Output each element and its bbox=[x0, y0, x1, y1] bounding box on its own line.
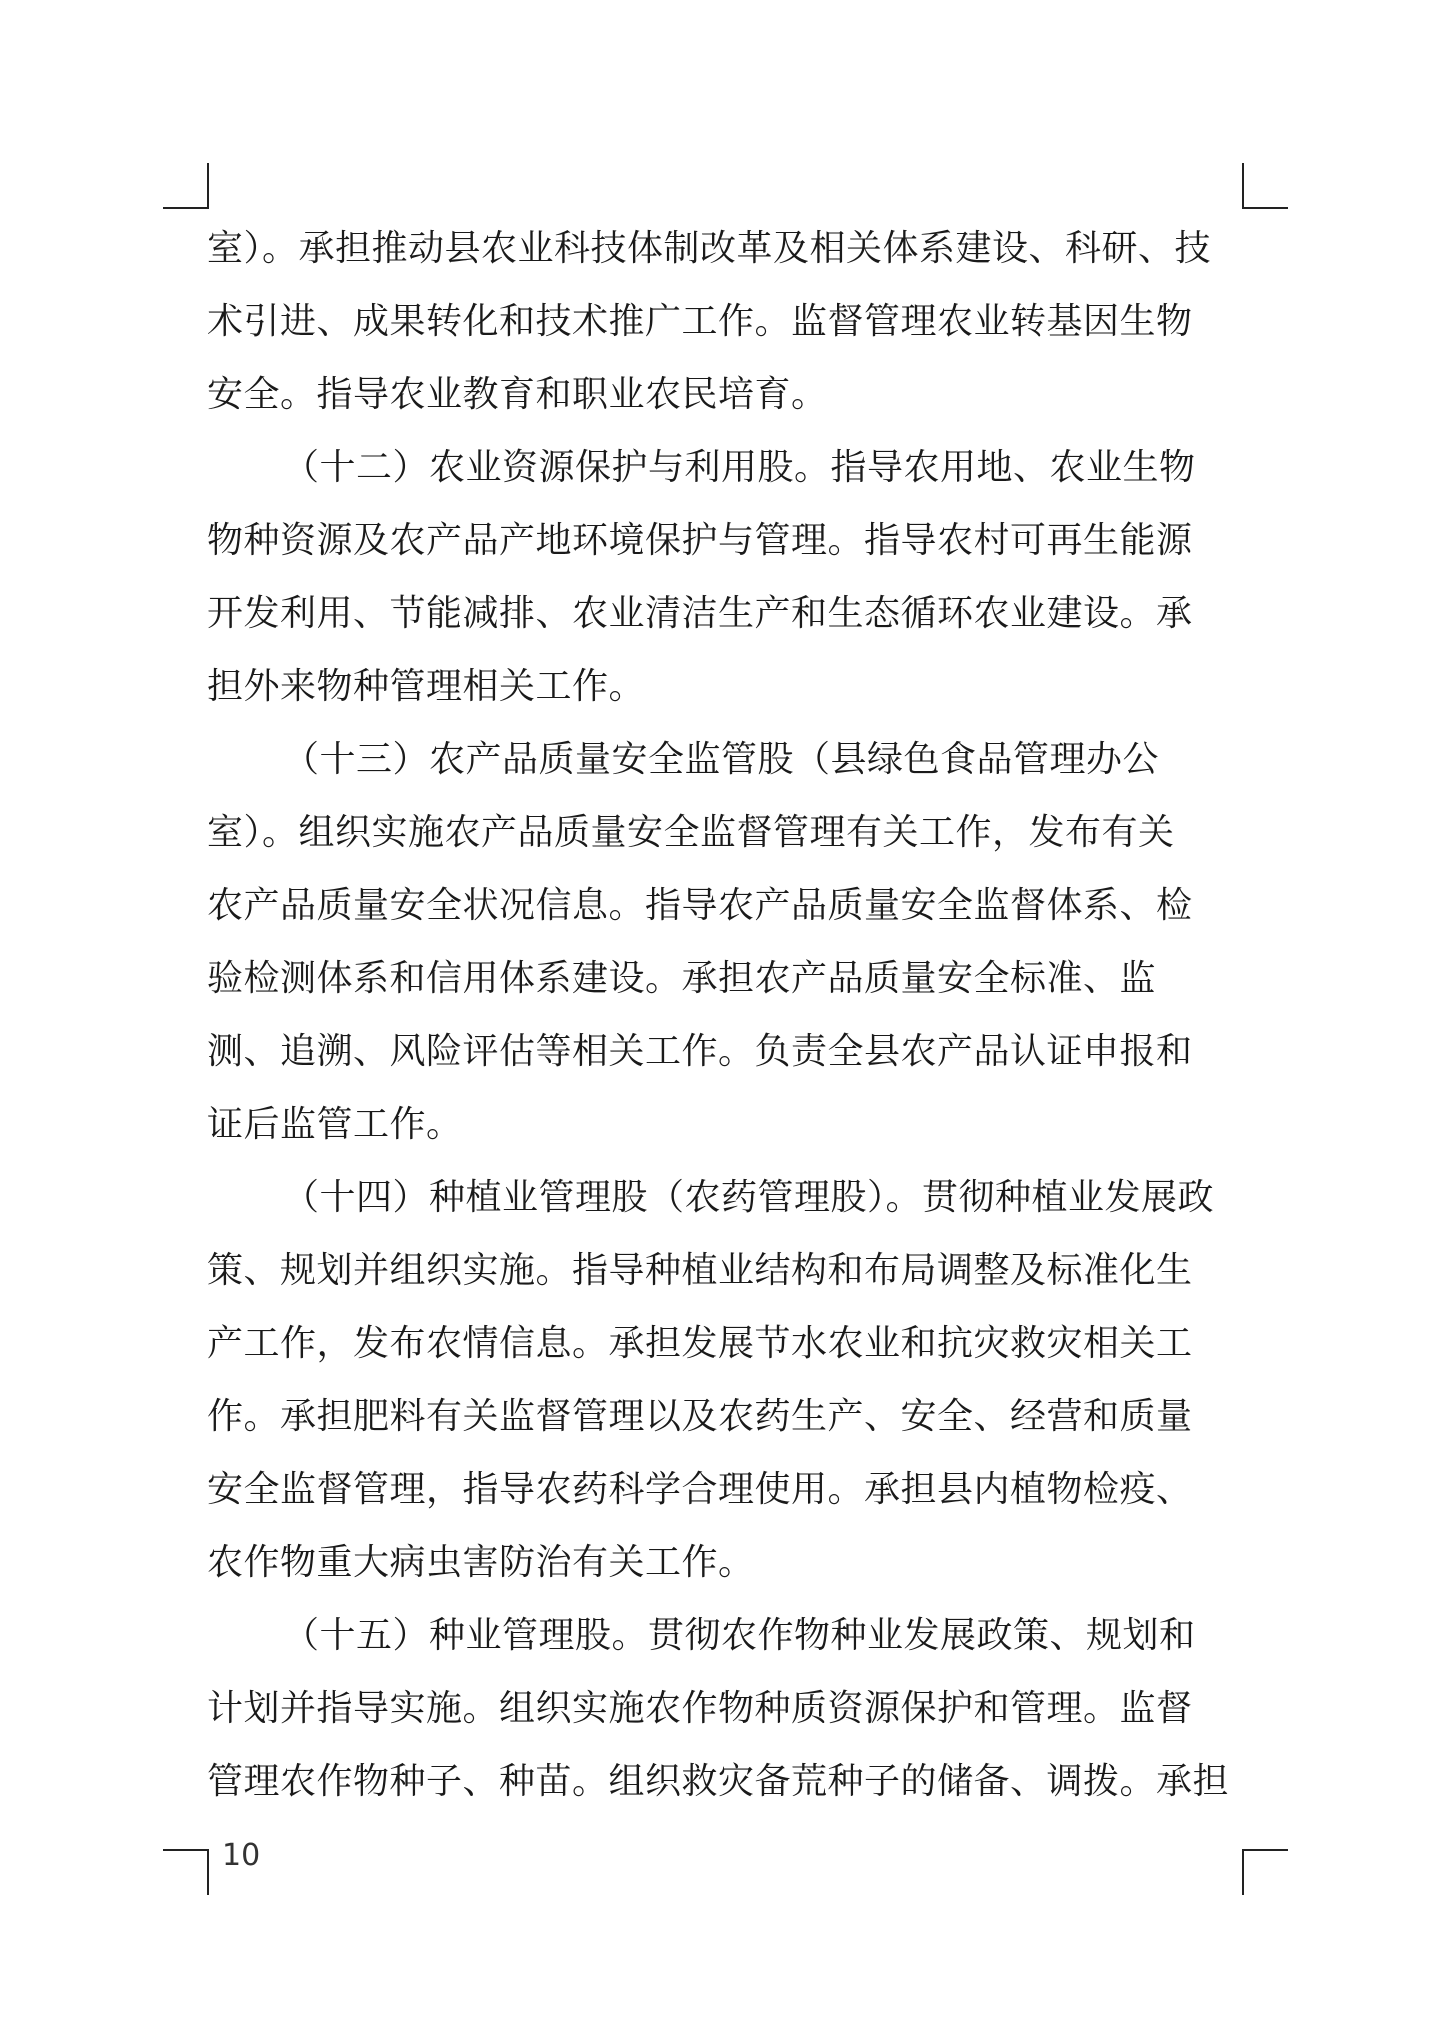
text-line: 农作物重大病虫害防治有关工作。 bbox=[207, 1542, 755, 1583]
text-line: 物种资源及农产品产地环境保护与管理。指导农村可再生能源 bbox=[207, 520, 1193, 561]
text-line: 策、规划并组织实施。指导种植业结构和布局调整及标准化生 bbox=[207, 1250, 1193, 1291]
text-line: （十二）农业资源保护与利用股。指导农用地、农业生物 bbox=[283, 447, 1196, 488]
text-line: 验检测体系和信用体系建设。承担农产品质量安全标准、监 bbox=[207, 958, 1157, 999]
text-line: 术引进、成果转化和技术推广工作。监督管理农业转基因生物 bbox=[207, 301, 1193, 342]
text-line: 计划并指导实施。组织实施农作物种质资源保护和管理。监督 bbox=[207, 1688, 1193, 1729]
text-line: 室）。组织实施农产品质量安全监督管理有关工作，发布有关 bbox=[207, 812, 1175, 853]
text-line: 证后监管工作。 bbox=[207, 1104, 463, 1145]
text-line: 开发利用、节能减排、农业清洁生产和生态循环农业建设。承 bbox=[207, 593, 1193, 634]
text-line: 安全监督管理，指导农药科学合理使用。承担县内植物检疫、 bbox=[207, 1469, 1193, 1510]
text-line: 测、追溯、风险评估等相关工作。负责全县农产品认证申报和 bbox=[207, 1031, 1193, 1072]
text-line: 室）。承担推动县农业科技体制改革及相关体系建设、科研、技 bbox=[207, 228, 1212, 269]
crop-mark-bottom-left bbox=[163, 1849, 209, 1895]
text-line: （十三）农产品质量安全监管股（县绿色食品管理办公 bbox=[283, 739, 1160, 780]
crop-mark-bottom-right bbox=[1242, 1849, 1288, 1895]
text-line: 作。承担肥料有关监督管理以及农药生产、安全、经营和质量 bbox=[207, 1396, 1193, 1437]
text-line: （十四）种植业管理股（农药管理股）。贯彻种植业发展政 bbox=[283, 1177, 1215, 1218]
body-text bbox=[207, 212, 1247, 1818]
text-line: 农产品质量安全状况信息。指导农产品质量安全监督体系、检 bbox=[207, 885, 1193, 926]
text-line: 产工作，发布农情信息。承担发展节水农业和抗灾救灾相关工 bbox=[207, 1323, 1193, 1364]
text-line: 担外来物种管理相关工作。 bbox=[207, 666, 646, 707]
crop-mark-top-left bbox=[163, 163, 209, 209]
text-line: 管理农作物种子、种苗。组织救灾备荒种子的储备、调拨。承担 bbox=[207, 1761, 1230, 1802]
text-line: （十五）种业管理股。贯彻农作物种业发展政策、规划和 bbox=[283, 1615, 1196, 1656]
page-number: 10 bbox=[222, 1838, 261, 1873]
crop-mark-top-right bbox=[1242, 163, 1288, 209]
text-line: 安全。指导农业教育和职业农民培育。 bbox=[207, 374, 828, 415]
